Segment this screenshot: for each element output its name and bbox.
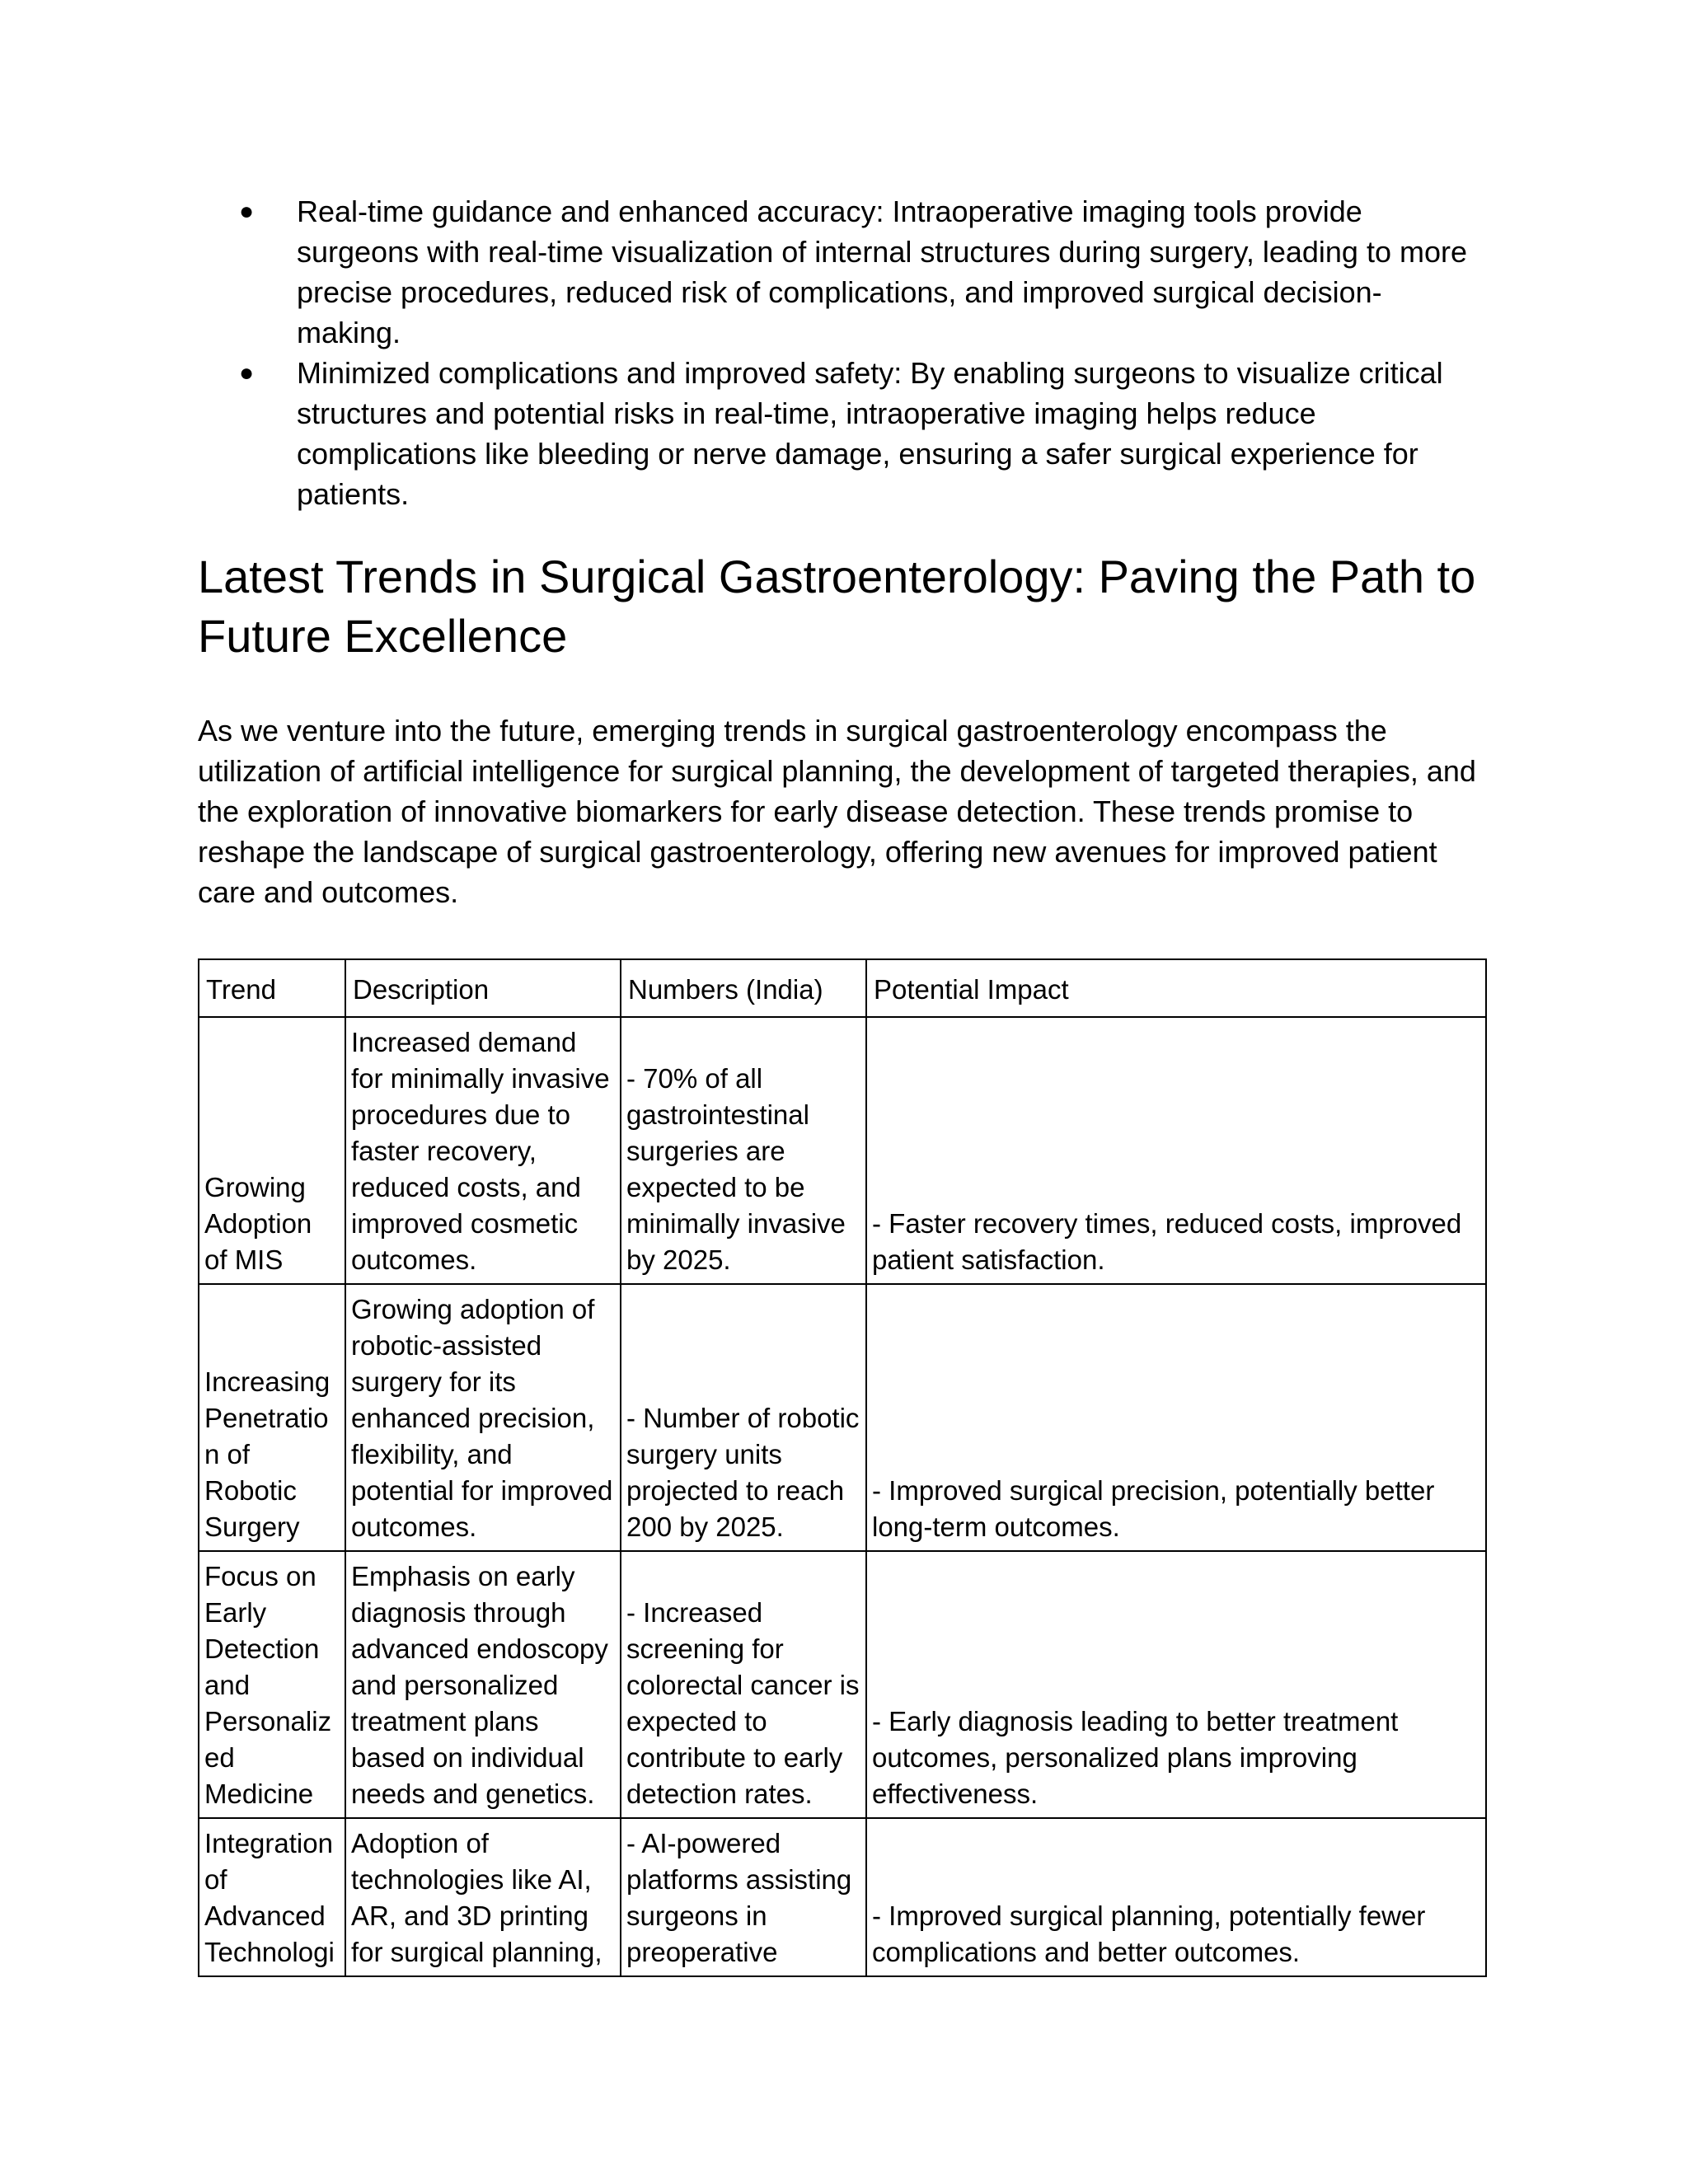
section-heading: Latest Trends in Surgical Gastroenterology: Paving the Path to Future Excellence (198, 551, 1476, 662)
bullet-text: Minimized complications and improved safety: By enabling surgeons to visualize critical structures and potential risks in real-time, intraoperative imaging helps reduce complications like bleeding or nerve damage, ensuring a safer surgical experience for patients. (297, 356, 1443, 511)
cell-numbers: - 70% of all gastrointestinal surgeries are expected to be minimally invasive by 2025. (621, 1017, 866, 1284)
trends-table (198, 958, 1487, 1977)
cell-description: Adoption of technologies like AI, AR, and 3D printing for surgical planning, (345, 1818, 621, 1976)
intro-paragraph: As we venture into the future, emerging trends in surgical gastroenterology encompass the utilization of artificial intelligence for surgical planning, the development of targeted therapies, and the exploration of innovative biomarkers for early disease detection. These trends promise to reshape the landscape of surgical gastroenterology, offering new avenues for improved patient care and outcomes. (198, 714, 1476, 909)
cell-description: Growing adoption of robotic-assisted surgery for its enhanced precision, flexibility, and potential for improved outcomes. (345, 1284, 621, 1551)
header-impact: Potential Impact (866, 959, 1486, 1017)
header-numbers: Numbers (India) (621, 959, 866, 1017)
cell-trend: Increasing Penetration of Robotic Surgery (199, 1284, 345, 1551)
header-description: Description (345, 959, 621, 1017)
cell-trend: Integration of Advanced Technologi (199, 1818, 345, 1976)
bullet-item (198, 353, 1485, 514)
cell-impact: - Improved surgical planning, potentially fewer complications and better outcomes. (866, 1818, 1486, 1976)
cell-impact: - Improved surgical precision, potentially better long-term outcomes. (866, 1284, 1486, 1551)
cell-trend: Focus on Early Detection and Personalized Medicine (199, 1551, 345, 1818)
table-header-row (199, 959, 1486, 1017)
benefits-bullet-list (198, 191, 1485, 514)
table-row (199, 1017, 1486, 1284)
cell-impact: - Early diagnosis leading to better treatment outcomes, personalized plans improving effectiveness. (866, 1551, 1486, 1818)
cell-trend: Growing Adoption of MIS (199, 1017, 345, 1284)
table-row (199, 1551, 1486, 1818)
cell-description: Emphasis on early diagnosis through advanced endoscopy and personalized treatment plans based on individual needs and genetics. (345, 1551, 621, 1818)
cell-impact: - Faster recovery times, reduced costs, improved patient satisfaction. (866, 1017, 1486, 1284)
cell-numbers: - Increased screening for colorectal cancer is expected to contribute to early detection rates. (621, 1551, 866, 1818)
bullet-text: Real-time guidance and enhanced accuracy: Intraoperative imaging tools provide surgeons with real-time visualization of internal structures during surgery, leading to more precise procedures, reduced risk of complications, and improved surgical decision-making. (297, 194, 1467, 349)
document-page (198, 191, 1485, 1977)
cell-numbers: - Number of robotic surgery units projected to reach 200 by 2025. (621, 1284, 866, 1551)
table-row (199, 1284, 1486, 1551)
header-trend: Trend (199, 959, 345, 1017)
table-row (199, 1818, 1486, 1976)
bullet-dot-icon: ● (239, 198, 255, 225)
cell-description: Increased demand for minimally invasive procedures due to faster recovery, reduced costs, and improved cosmetic outcomes. (345, 1017, 621, 1284)
cell-numbers: - AI-powered platforms assisting surgeons in preoperative (621, 1818, 866, 1976)
bullet-item (198, 191, 1485, 353)
bullet-dot-icon: ● (239, 359, 255, 387)
